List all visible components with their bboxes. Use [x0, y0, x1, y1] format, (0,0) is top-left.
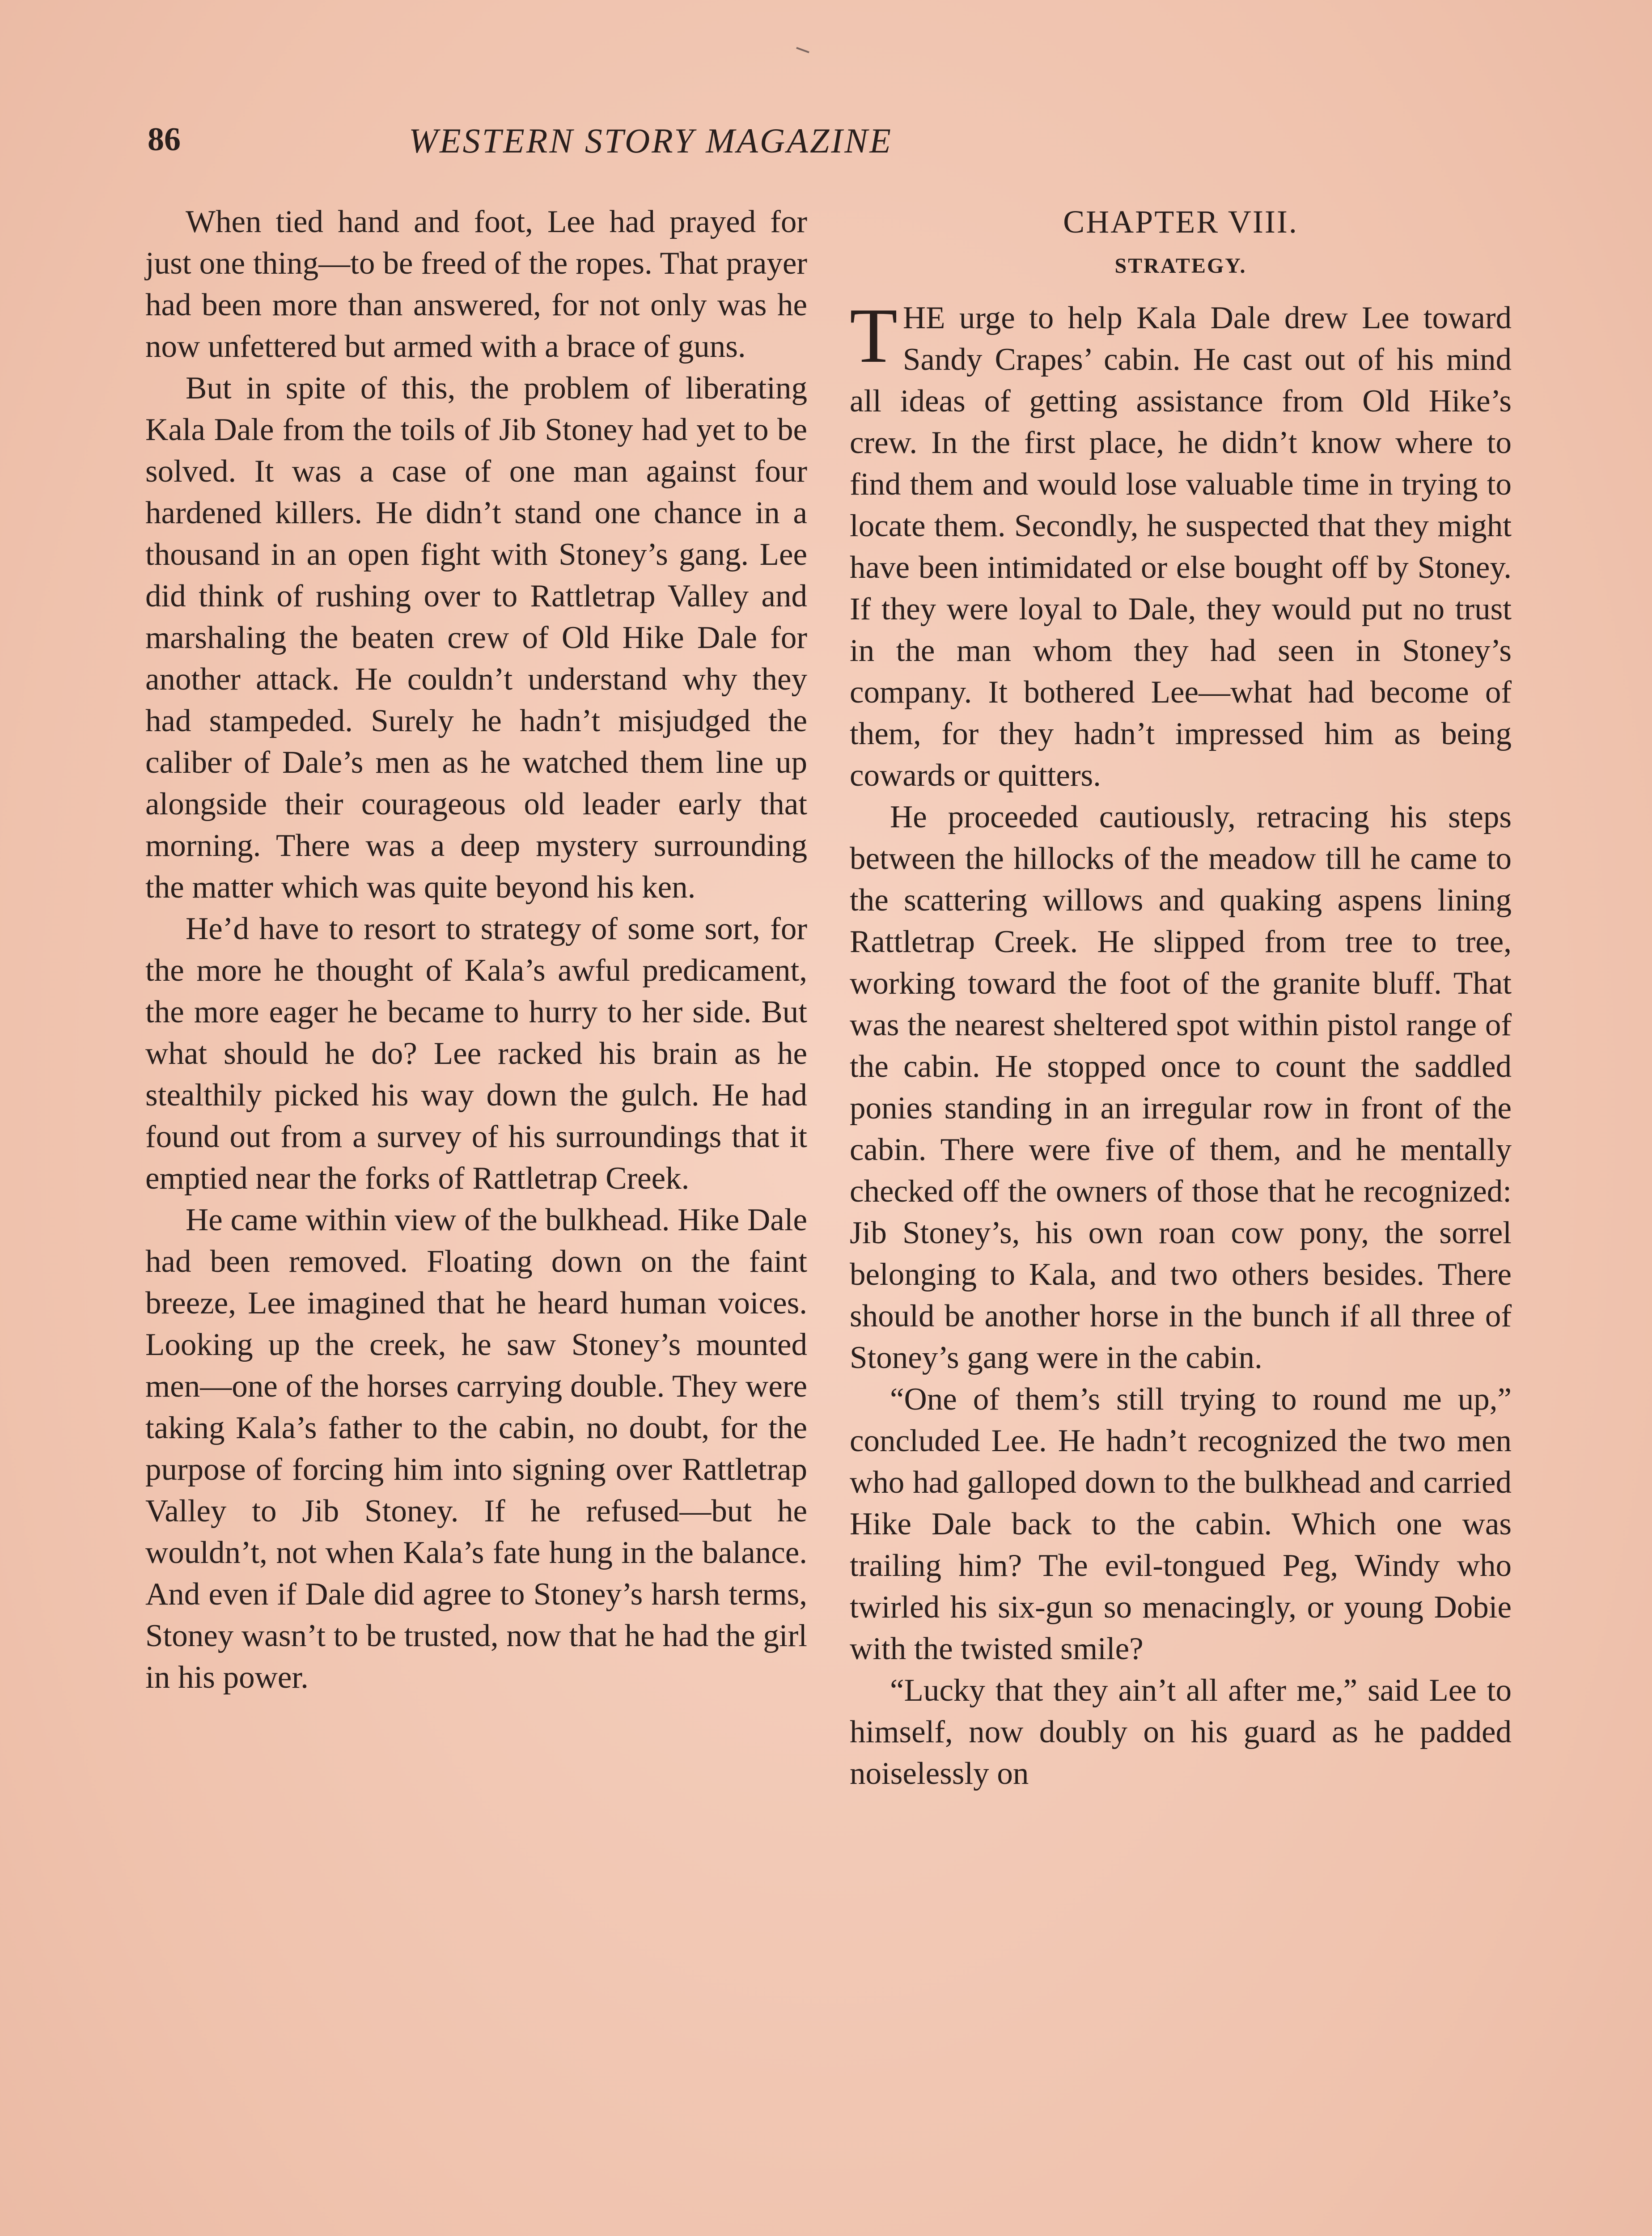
paragraph: When tied hand and foot, Lee had prayed for just one thing—to be freed of the ropes. That prayer had been more than answered, for not only was he now unfettered but armed with a brace of guns.	[145, 204, 807, 364]
page-speck	[796, 47, 809, 53]
right-column	[850, 201, 1512, 1795]
running-head-title: WESTERN STORY MAGAZINE	[409, 121, 893, 160]
paragraph: He came within view of the bulkhead. Hike Dale had been removed. Floating down on the faint breeze, Lee imagined that he heard human voices. Looking up the creek, he saw Stoney’s mounted men—one of the horses carrying double. They were taking Kala’s father to the cabin, no doubt, for the purpose of forcing him into signing over Rattletrap Valley to Jib Stoney. If he refused—but he wouldn’t, not when Kala’s fate hung in the balance. And even if Dale did agree to Stoney’s harsh terms, Stoney wasn’t to be trusted, now that he had the girl in his power.	[145, 1203, 807, 1695]
paragraph: He proceeded cautiously, retracing his steps between the hillocks of the meadow till he came to the scattering willows and quaking aspens lining Rattletrap Creek. He slipped from tree to tree, working toward the foot of the granite bluff. That was the nearest sheltered spot within pistol range of the cabin. He stopped once to count the saddled ponies standing in an irregular row in front of the cabin. There were five of them, and he mentally checked off the owners of those that he recognized: Jib Stoney’s, his own roan cow pony, the sorrel belonging to Kala, and two others besides. There should be another horse in the bunch if all three of Stoney’s gang were in the cabin.	[850, 800, 1512, 1375]
left-column	[145, 201, 807, 1698]
paragraph: “Lucky that they ain’t all after me,” said Lee to himself, now doubly on his guard as he padded noiselessly on	[850, 1673, 1512, 1791]
paragraph: “One of them’s still trying to round me up,” concluded Lee. He hadn’t recognized the two men who had galloped down to the bulkhead and carried Hike Dale back to the cabin. Which one was trailing him? The evil-tongued Peg, Windy who twirled his six-gun so menacingly, or young Dobie with the twisted smile?	[850, 1382, 1512, 1666]
chapter-title: STRATEGY.	[1114, 254, 1247, 278]
opening-paragraph	[850, 292, 1512, 796]
chapter-heading: CHAPTER VIII.	[1063, 204, 1298, 240]
paragraph: But in spite of this, the problem of liberating Kala Dale from the toils of Jib Stoney had yet to be solved. It was a case of one man against four hardened killers. He didn’t stand one chance in a thousand in an open fight with Stoney’s gang. Lee did think of rushing over to Rattletrap Valley and marshaling the beaten crew of Old Hike Dale for another attack. He couldn’t understand why they had stampeded. Surely he hadn’t misjudged the caliber of Dale’s men as he watched them line up alongside their courageous old leader early that morning. There was a deep mystery surrounding the matter which was quite beyond his ken.	[145, 371, 807, 905]
paragraph: He’d have to resort to strategy of some sort, for the more he thought of Kala’s awful predicament, the more eager he became to hurry to her side. But what should he do? Lee racked his brain as he stealthily picked his way down the gulch. He had found out from a survey of his surroundings that it emptied near the forks of Rattletrap Creek.	[145, 911, 807, 1196]
page-number: 86	[148, 121, 181, 158]
page-header	[148, 121, 1154, 179]
drop-cap: T	[850, 292, 898, 379]
opening-paragraph-text: HE urge to help Kala Dale drew Lee toward Sandy Crapes’ cabin. He cast out of his mind all ideas of getting assistance from Old Hike’s crew. In the first place, he didn’t know where to find them and would lose valuable time in trying to locate them. Secondly, he suspected that they might have been intimidated or else bought off by Stoney. If they were loyal to Dale, they would put no trust in the man whom they had seen in Stoney’s company. It bothered Lee—what had become of them, for they hadn’t impressed him as being cowards or quitters.	[850, 301, 1512, 793]
